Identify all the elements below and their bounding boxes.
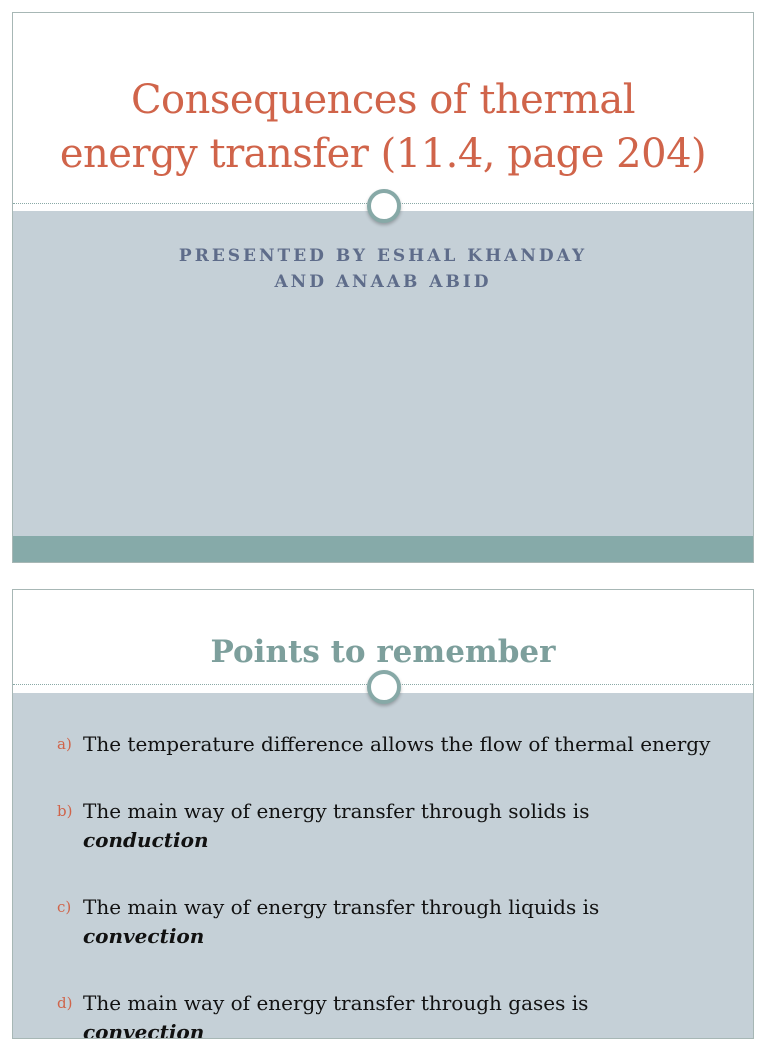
list-item — [57, 797, 713, 855]
slide-1-title-line-2: energy transfer (11.4, page 204) — [59, 131, 707, 177]
slide-1-subtitle — [13, 243, 753, 295]
list-item — [57, 730, 713, 759]
point-emphasis: conduction — [83, 828, 209, 852]
slide-1-title-line-1: Consequences of thermal — [130, 77, 636, 123]
subtitle-line-1: PRESENTED BY ESHAL KHANDAY — [178, 246, 588, 266]
points-list — [57, 730, 713, 1039]
point-text: The main way of energy transfer through gases is — [83, 991, 589, 1015]
list-item — [57, 989, 713, 1039]
point-text: The main way of energy transfer through liquids is — [83, 895, 600, 919]
slide-1-footer-band — [13, 536, 753, 562]
point-emphasis: convection — [83, 924, 205, 948]
slide-2-title: Points to remember — [210, 634, 556, 670]
list-marker: a) — [57, 735, 72, 753]
subtitle-line-2: AND ANAAB ABID — [274, 272, 492, 292]
list-item — [57, 893, 713, 951]
slide-1 — [12, 12, 754, 563]
list-marker: c) — [57, 898, 72, 916]
list-marker: d) — [57, 994, 73, 1012]
ring-ornament-icon — [367, 670, 401, 704]
point-emphasis: convection — [83, 1020, 205, 1039]
slide-1-title-area — [13, 13, 753, 206]
point-text: The main way of energy transfer through solids is — [83, 799, 590, 823]
list-marker: b) — [57, 802, 73, 820]
slide-2 — [12, 589, 754, 1039]
ring-ornament-icon — [367, 189, 401, 223]
point-text: The temperature difference allows the flow of thermal energy — [83, 732, 711, 756]
slide-1-title — [13, 73, 753, 181]
